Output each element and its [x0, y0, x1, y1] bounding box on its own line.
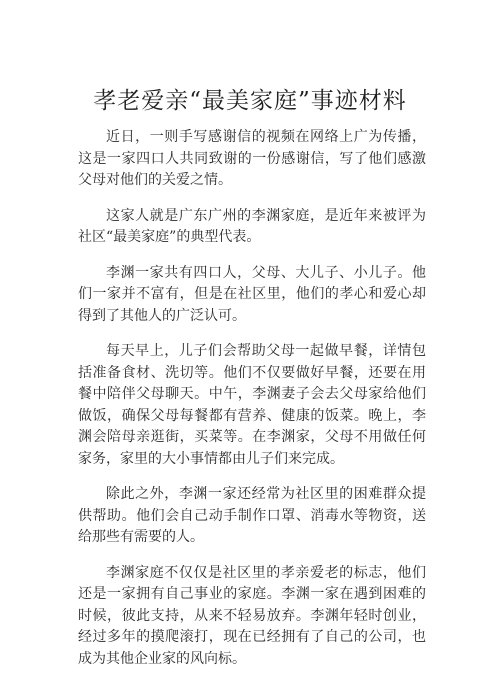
- paragraph: 除此之外，李渊一家还经常为社区里的困难群众提供帮助。他们会自己动手制作口罩、消毒水等物资，送给那些有需要的人。: [78, 486, 426, 545]
- paragraph: 近日，一则手写感谢信的视频在网络上广为传播，这是一家四口人共同致谢的一份感谢信，写了他们感激父母对他们的关爱之情。: [78, 129, 426, 188]
- paragraph: 李渊一家共有四口人，父母、大儿子、小儿子。他们一家并不富有，但是在社区里，他们的孝心和爱心却得到了其他人的广泛认可。: [78, 264, 426, 324]
- document-title: 孝老爱亲“最美家庭”事迹材料: [93, 88, 407, 114]
- paragraph: 每天早上，儿子们会帮助父母一起做早餐，详情包括准备食材、洗切等。他们不仅要做好早餐，还要在用餐中陪伴父母聊天。中午，李渊妻子会去父母家给他们做饭，确保父母每餐都有营养、健康的饭菜。晚上，李渊会陪母亲逛街，买菜等。在李渊家，父母不用做任何家务，家里的大小事情都由儿子们来完成。: [78, 343, 426, 467]
- paragraph: 李渊家庭不仅仅是社区里的孝亲爱老的标志，他们还是一家拥有自己事业的家庭。李渊一家在遇到困难的时候，彼此支持，从来不轻易放弃。李渊年轻时创业，经过多年的摸爬滚打，现在已经拥有了自己的公司，也成为其他企业家的风向标。: [78, 564, 426, 667]
- document-body: [78, 127, 426, 684]
- paragraph: 这家人就是广东广州的李渊家庭，是近年来被评为社区“最美家庭”的典型代表。: [78, 207, 426, 245]
